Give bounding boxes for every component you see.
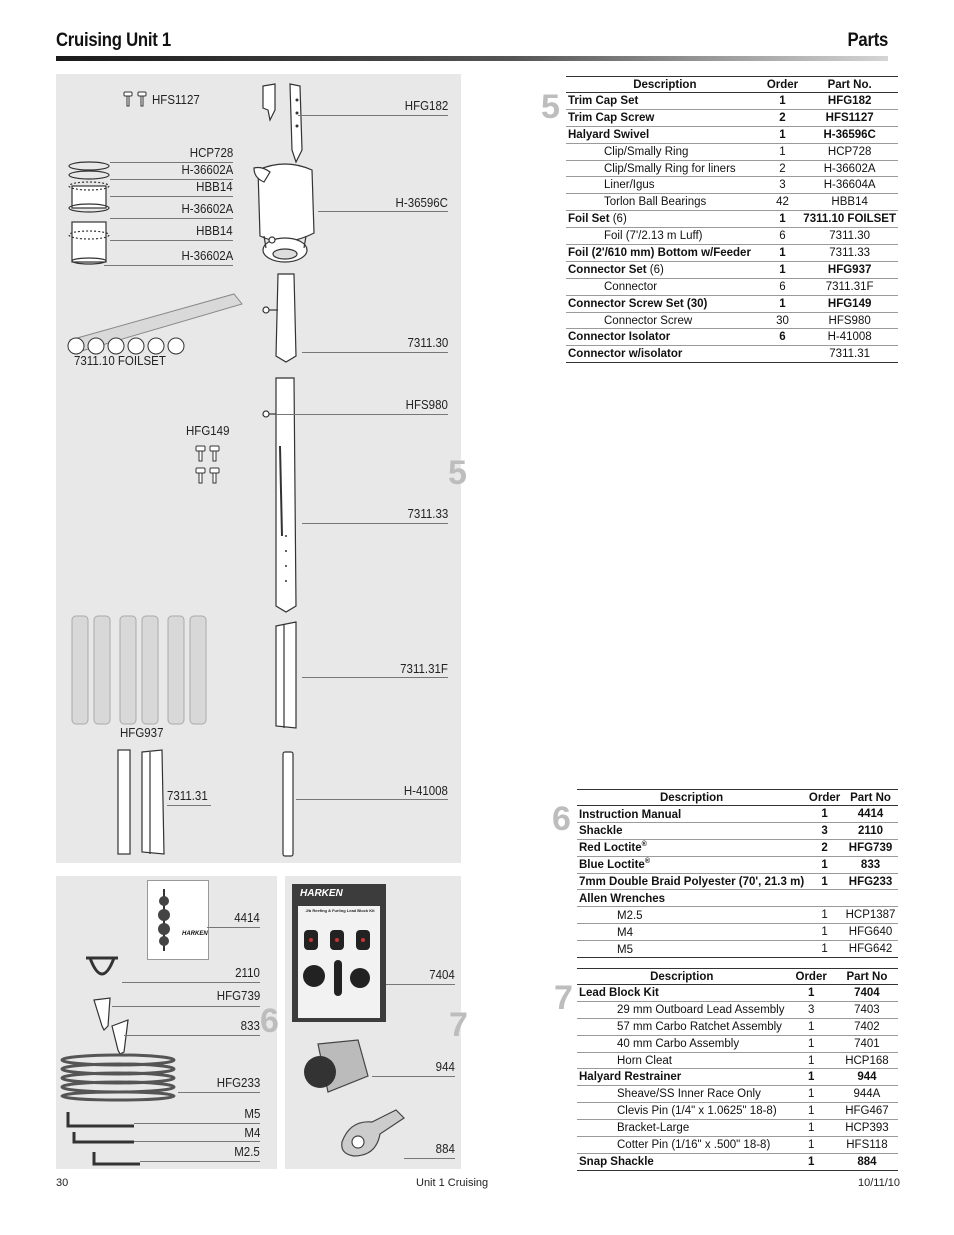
row-order: 1 [786,1137,835,1154]
row-order: 1 [786,985,835,1002]
row-part-number: HCP168 [836,1052,898,1069]
section-title: Parts [847,30,888,51]
table-row [577,1120,898,1137]
table-row [577,985,898,1002]
row-description: Instruction Manual [577,806,806,823]
row-description: Lead Block Kit [577,985,786,1002]
row-part-number: 7401 [836,1035,898,1052]
row-order: 1 [786,1052,835,1069]
label-h41008: H-41008 [403,784,448,798]
table-row [577,1052,898,1069]
row-part-number: 833 [843,856,898,873]
row-order: 30 [764,312,802,329]
label-h36596c: H-36596C [395,196,448,210]
row-part-number: HFS1127 [801,109,898,126]
section-number-6: 6 [260,1002,279,1040]
trim-cap-screws-icon [122,90,152,108]
table-row [566,143,898,160]
table-row [566,93,898,110]
table-row [577,1137,898,1154]
label-hfg739: HFG739 [216,989,260,1003]
row-part-number: HFG233 [843,873,898,890]
table-row [566,278,898,295]
row-part-number: 7311.31 [801,346,898,363]
row-part-number: H-36604A [801,177,898,194]
label-hfs1127: HFS1127 [152,93,200,107]
row-description: M5 [577,941,806,958]
table-row [566,228,898,245]
row-description: Sheave/SS Inner Race Only [577,1086,786,1103]
row-order: 1 [764,295,802,312]
table-row [577,1103,898,1120]
table-row [577,1018,898,1035]
label-7311-30: 7311.30 [407,336,448,350]
row-order: 42 [764,194,802,211]
table-row [566,126,898,143]
row-part-number: HFG937 [801,261,898,278]
halyard-swivel-icon [250,158,320,268]
row-part-number: HFS118 [836,1137,898,1154]
label-hbb14-2: HBB14 [196,224,233,238]
row-part-number: 7311.30 [801,228,898,245]
row-description: Allen Wrenches [577,890,806,907]
table-row [577,1153,898,1170]
label-2110: 2110 [235,966,260,980]
rope-coil-icon [58,1052,178,1102]
row-order: 1 [806,924,843,941]
row-order: 1 [806,941,843,958]
row-description: Shackle [577,822,806,839]
row-order [806,890,843,907]
row-part-number: 944A [836,1086,898,1103]
row-part-number: 2110 [843,822,898,839]
row-part-number: 7402 [836,1018,898,1035]
row-part-number: 7403 [836,1001,898,1018]
connector-7311-31f-icon [270,620,304,732]
section-number-6-table: 6 [552,800,571,838]
label-7311-31: 7311.31 [167,789,208,803]
row-description: Snap Shackle [577,1153,786,1170]
trim-cap-icon [258,80,308,165]
instruction-manual-image [147,880,209,960]
table-row [577,907,898,924]
kit-brand: HARKEN [300,888,343,899]
table-row [566,261,898,278]
row-description: Connector [566,278,764,295]
row-order: 1 [806,806,843,823]
section-number-7-table: 7 [554,979,573,1017]
row-part-number: HFG739 [843,839,898,856]
row-part-number [843,890,898,907]
foil-7311-33-icon [258,376,302,614]
table-row [566,329,898,346]
row-order: 1 [806,907,843,924]
table-row [577,1001,898,1018]
row-description: Clevis Pin (1/4" x 1.0625" 18-8) [577,1103,786,1120]
row-part-number: HCP393 [836,1120,898,1137]
table-row [566,177,898,194]
row-order: 1 [764,245,802,262]
manual-brand: HARKEN [182,931,208,937]
connector-with-isolator-icon [112,746,172,858]
row-order: 1 [764,93,802,110]
row-part-number: HFG640 [843,924,898,941]
table-row [566,211,898,228]
connector-set-icon [68,612,216,728]
row-description: Clip/Smally Ring for liners [566,160,764,177]
label-foilset: 7311.10 FOILSET [74,354,166,368]
row-description: Connector Isolator [566,329,764,346]
row-order: 2 [764,160,802,177]
allen-wrenches-icon [64,1108,144,1168]
row-order: 3 [786,1001,835,1018]
row-description: Bracket-Large [577,1120,786,1137]
row-description: Connector w/isolator [566,346,764,363]
row-description: Foil Set (6) [566,211,764,228]
page-title: Cruising Unit 1 [56,30,171,51]
row-order: 1 [764,126,802,143]
label-hbb14-1: HBB14 [196,180,233,194]
row-part-number: 7311.33 [801,245,898,262]
row-order: 1 [786,1069,835,1086]
label-833: 833 [240,1019,260,1033]
row-part-number: 7311.10 FOILSET [801,211,898,228]
table-row [566,312,898,329]
table-row [566,295,898,312]
table-row [577,1035,898,1052]
halyard-restrainer-icon [298,1036,374,1098]
parts-table-section-7 [577,968,898,1171]
row-order: 6 [764,329,802,346]
label-hfg937: HFG937 [120,726,164,740]
loctite-tubes-icon [90,996,150,1056]
label-hfg149: HFG149 [186,424,230,438]
row-description: Halyard Restrainer [577,1069,786,1086]
row-order: 3 [806,822,843,839]
section-number-5-table: 5 [541,88,560,126]
row-description: M2.5 [577,907,806,924]
row-part-number: H-36602A [801,160,898,177]
lead-block-kit-image [292,884,386,1022]
row-part-number: HFG149 [801,295,898,312]
row-description: Foil (2'/610 mm) Bottom w/Feeder [566,245,764,262]
table-row [577,839,898,856]
row-order: 1 [806,856,843,873]
header-description: Description [566,77,764,93]
label-7311-31f: 7311.31F [400,662,448,676]
header-description: Description [577,790,806,806]
label-7311-33: 7311.33 [407,507,448,521]
row-description: Red Loctite® [577,839,806,856]
page-number: 30 [56,1177,69,1189]
row-part-number: HFG467 [836,1103,898,1120]
row-description: Connector Screw Set (30) [566,295,764,312]
snap-shackle-icon [336,1104,410,1160]
label-7404: 7404 [429,968,455,982]
label-m4: M4 [244,1126,260,1140]
table-row [577,890,898,907]
row-order: 1 [764,143,802,160]
table-row [566,194,898,211]
label-hfg233: HFG233 [216,1076,260,1090]
row-description: Horn Cleat [577,1052,786,1069]
row-order: 1 [786,1103,835,1120]
label-m5: M5 [244,1107,260,1121]
header-part-no: Part No [836,969,898,985]
row-part-number: HFG642 [843,941,898,958]
row-description: Blue Loctite® [577,856,806,873]
foil-7311-30-icon [258,272,302,364]
header-order: Order [786,969,835,985]
row-order: 1 [786,1018,835,1035]
table-row [577,1086,898,1103]
row-part-number: 884 [836,1153,898,1170]
row-part-number: 7404 [836,985,898,1002]
row-part-number: HFG182 [801,93,898,110]
header-rule [56,56,888,61]
table-row [566,245,898,262]
header-part-no: Part No [843,790,898,806]
table-row [577,856,898,873]
label-944: 944 [435,1060,455,1074]
label-h36602a-2: H-36602A [181,202,233,216]
row-description: Liner/Igus [566,177,764,194]
row-description: Connector Screw [566,312,764,329]
row-order: 1 [786,1153,835,1170]
label-4414: 4414 [234,911,260,925]
row-order: 6 [764,278,802,295]
label-884: 884 [435,1142,455,1156]
row-part-number: 7311.31F [801,278,898,295]
table-row [577,941,898,958]
row-description: 29 mm Outboard Lead Assembly [577,1001,786,1018]
label-hfg182: HFG182 [404,99,448,113]
row-part-number: HFS980 [801,312,898,329]
row-description: 40 mm Carbo Assembly [577,1035,786,1052]
table-row [566,346,898,363]
swivel-rings-bearings-icon [64,160,114,270]
row-description: Torlon Ball Bearings [566,194,764,211]
footer-center: Unit 1 Cruising [416,1177,489,1189]
table-row [577,924,898,941]
label-hfs980: HFS980 [405,398,448,412]
row-description: Clip/Smally Ring [566,143,764,160]
row-order: 1 [786,1086,835,1103]
row-description: M4 [577,924,806,941]
header-order: Order [806,790,843,806]
row-order: 3 [764,177,802,194]
header-description: Description [577,969,786,985]
label-h36602a-3: H-36602A [181,249,233,263]
header-order: Order [764,77,802,93]
table-row [577,873,898,890]
row-order: 1 [764,211,802,228]
connector-isolator-icon [278,748,298,860]
row-order: 1 [806,873,843,890]
connector-screws-icon [194,444,224,488]
label-h36602a-1: H-36602A [181,163,233,177]
table-row [577,822,898,839]
label-m2-5: M2.5 [234,1145,260,1159]
table-row [566,160,898,177]
row-part-number: 4414 [843,806,898,823]
table-row [577,1069,898,1086]
row-description: Foil (7'/2.13 m Luff) [566,228,764,245]
row-part-number: H-41008 [801,329,898,346]
row-description: Trim Cap Screw [566,109,764,126]
row-description: Cotter Pin (1/16" x .500" 18-8) [577,1137,786,1154]
section-number-5: 5 [448,454,467,492]
table-row [577,806,898,823]
row-order: 1 [786,1035,835,1052]
section-number-7: 7 [449,1006,468,1044]
kit-title: J/b Reefing & Furling Lead Block Kit [305,908,375,913]
parts-table-section-6 [577,789,898,958]
row-order: 1 [786,1120,835,1137]
row-description: 57 mm Carbo Ratchet Assembly [577,1018,786,1035]
table-row [566,109,898,126]
header-part-no: Part No. [801,77,898,93]
row-description: Connector Set (6) [566,261,764,278]
row-description: 7mm Double Braid Polyester (70', 21.3 m) [577,873,806,890]
row-order: 2 [764,109,802,126]
row-part-number: HCP1387 [843,907,898,924]
row-order [764,346,802,363]
parts-table-section-5 [566,76,898,363]
row-part-number: 944 [836,1069,898,1086]
label-hcp728: HCP728 [189,146,233,160]
row-order: 1 [764,261,802,278]
row-description: Halyard Swivel [566,126,764,143]
row-description: Trim Cap Set [566,93,764,110]
footer-date: 10/11/10 [858,1177,901,1189]
row-order: 2 [806,839,843,856]
row-order: 6 [764,228,802,245]
row-part-number: HCP728 [801,143,898,160]
row-part-number: HBB14 [801,194,898,211]
shackle-icon [82,950,122,990]
row-part-number: H-36596C [801,126,898,143]
